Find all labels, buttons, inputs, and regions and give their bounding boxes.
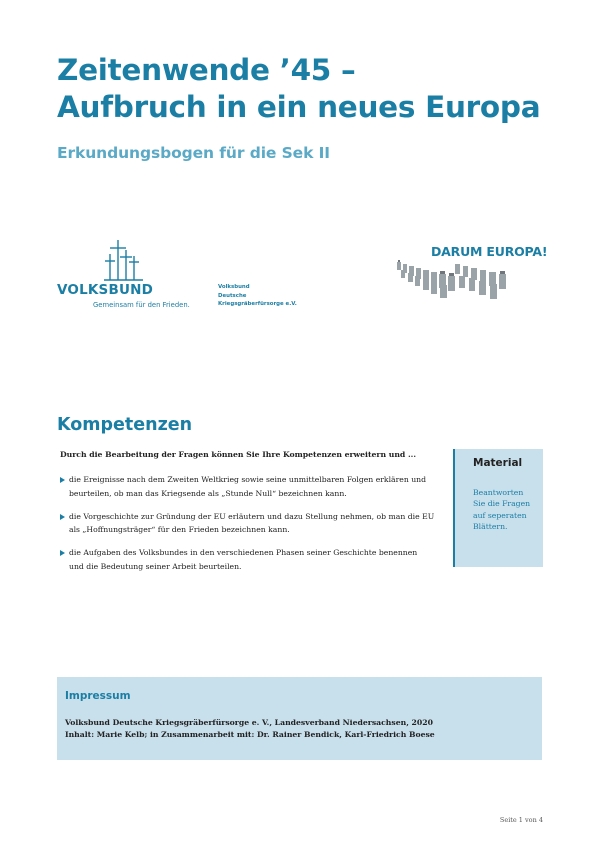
material-line: Sie die Fragen	[473, 499, 531, 509]
impressum-publisher: Volksbund Deutsche Kriegsgräberfürsorge e. V., Landesverband Niedersachsen, 2020	[65, 718, 433, 727]
triangle-bullet-icon	[60, 550, 65, 556]
kompetenzen-list	[60, 473, 445, 583]
document-subtitle: Erkundungsbogen für die Sek II	[57, 144, 330, 162]
impressum-box	[57, 677, 542, 760]
organization-name	[218, 283, 297, 309]
material-line: Beantworten	[473, 488, 524, 497]
title-line-2: Aufbruch in ein neues Europa	[57, 90, 541, 124]
list-item	[60, 473, 445, 500]
org-line-1: Volksbund	[218, 284, 250, 290]
crosses-icon	[57, 236, 217, 284]
impressum-title: Impressum	[65, 690, 131, 702]
darum-europa-logo	[395, 240, 548, 310]
list-item-line-2: und die Bedeutung seiner Arbeit beurteilen.	[69, 561, 242, 571]
list-item-line-1: die Ereignisse nach dem Zweiten Weltkrieg sowie seine unmittelbaren Folgen erklären und	[69, 475, 427, 484]
material-line: auf seperaten	[473, 510, 527, 520]
org-line-3: Kriegsgräberfürsorge e.V.	[218, 301, 297, 307]
document-title	[57, 52, 540, 126]
page-number: Seite 1 von 4	[499, 816, 543, 824]
material-line: Blättern.	[473, 521, 508, 531]
list-item	[60, 510, 445, 537]
list-item	[60, 546, 445, 573]
volksbund-wordmark: VOLKSBUND	[57, 282, 154, 298]
org-line-2: Deutsche	[218, 292, 247, 299]
list-item-line-1: die Aufgaben des Volksbundes in den verschiedenen Phasen seiner Geschichte benennen	[69, 548, 418, 557]
volksbund-tagline: Gemeinsam für den Frieden.	[93, 301, 190, 309]
title-line-1: Zeitenwende ’45 –	[57, 53, 356, 87]
kompetenzen-heading: Kompetenzen	[57, 415, 193, 435]
material-title: Material	[473, 457, 523, 469]
impressum-authors: Inhalt: Marie Kelb; in Zusammenarbeit mit: Dr. Rainer Bendick, Karl-Friedrich Boese	[65, 730, 435, 739]
volksbund-logo	[57, 236, 217, 316]
list-item-line-1: die Vorgeschichte zur Gründung der EU erläutern und dazu Stellung nehmen, ob man die EU	[69, 511, 435, 521]
triangle-bullet-icon	[60, 514, 65, 520]
material-text	[473, 487, 543, 532]
darum-europa-text: DARUM EUROPA!	[431, 244, 548, 259]
triangle-bullet-icon	[60, 477, 65, 483]
list-item-line-2: als „Hoffnungsträger“ für den Frieden bezeichnen kann.	[69, 525, 290, 534]
material-box	[453, 449, 543, 567]
kompetenzen-intro: Durch die Bearbeitung der Fragen können Sie Ihre Kompetenzen erweitern und ...	[60, 450, 416, 459]
list-item-line-2: beurteilen, ob man das Kriegsende als „Stunde Null“ bezeichnen kann.	[69, 488, 347, 498]
